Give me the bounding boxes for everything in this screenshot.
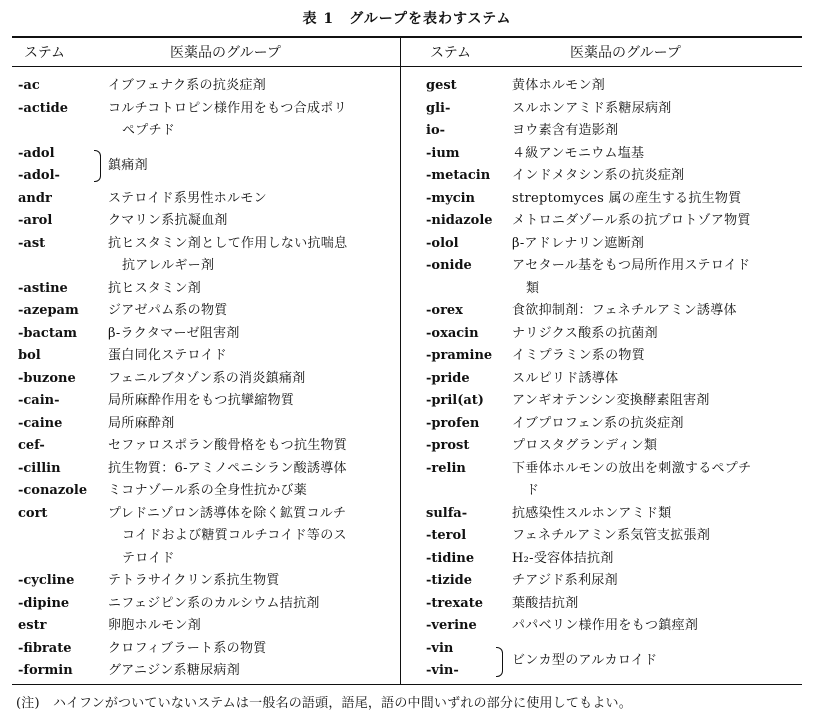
right-brace (496, 647, 503, 677)
group-cell: ナリジクス酸系の抗菌剤 (512, 325, 658, 341)
stem-cell: -ium (426, 145, 460, 161)
group-cell: ヨウ素含有造影剤 (512, 123, 619, 138)
group-cell: β-ラクタマーゼ阻害剤 (108, 325, 240, 341)
stem-cell: -cillin (18, 460, 61, 476)
group-cell: イブフェナク系の抗炎症剤 (108, 78, 267, 93)
group-cell: 黄体ホルモン剤 (512, 78, 606, 93)
stem-cell: cef- (18, 438, 45, 453)
group-cell: プレドニゾロン誘導体を除く鉱質コルチ (108, 505, 347, 521)
stem-cell: -cycline (18, 573, 75, 588)
group-cell: アセタール基をもつ局所作用ステロイド (512, 258, 751, 273)
stem-cell: -ac (18, 78, 40, 93)
stem-cell: -bactam (18, 325, 78, 341)
group-cell: ド (526, 483, 540, 498)
footnote: (注) ハイフンがついていないステムは一般名の語頭，語尾，語の中間いずれの部分に使用してもよい。 (16, 696, 632, 711)
group-cell: 下垂体ホルモンの放出を刺激するペプチ (512, 460, 752, 476)
stem-cell: -arol (18, 213, 53, 228)
stem-cell: -prost (426, 438, 470, 453)
right-brace-label: ビンカ型のアルカロイド (512, 653, 658, 668)
stem-cell: -buzone (18, 370, 76, 386)
group-cell: 蛋白同化ステロイド (108, 348, 228, 363)
group-cell: 抗ヒスタミン剤 (108, 280, 202, 296)
group-cell: スルピリド誘導体 (512, 370, 619, 386)
stem-cell: -metacin (426, 168, 491, 183)
group-cell: チアジド系利尿剤 (512, 573, 618, 588)
stem-cell: -terol (426, 528, 467, 543)
stem-cell: gest (426, 78, 457, 93)
left-brace (94, 150, 101, 182)
group-cell: ニフェジピン系のカルシウム拮抗剤 (108, 595, 320, 611)
group-cell: 局所麻酔剤 (108, 415, 175, 431)
stem-cell: -vin- (426, 663, 459, 678)
stem-cell: io- (426, 123, 446, 138)
group-cell: 抗生物質：6-アミノペニシラン酸誘導体 (108, 460, 347, 476)
stem-cell: -ast (18, 235, 46, 251)
group-cell: 葉酸拮抗剤 (512, 595, 579, 611)
column-divider (400, 37, 401, 684)
stem-cell: -mycin (426, 190, 476, 206)
group-cell: コイドおよび糖質コルチコイド等のス (122, 528, 347, 543)
stem-cell: -formin (18, 663, 73, 678)
stem-cell: -verine (426, 618, 477, 633)
group-cell: ジアゼパム系の物質 (108, 303, 228, 318)
group-cell: フェネチルアミン系気管支拡張剤 (512, 528, 711, 543)
group-cell: ペプチド (122, 123, 176, 138)
stem-cell: -adol- (18, 168, 60, 183)
group-cell: 類 (526, 280, 540, 296)
left-brace-label: 鎮痛剤 (108, 158, 148, 173)
group-cell: メトロニダゾール系の抗プロトゾア物質 (512, 213, 751, 228)
stem-cell: -orex (426, 303, 463, 318)
stem-cell: -pride (426, 370, 470, 386)
group-cell: インドメタシン系の抗炎症剤 (512, 168, 685, 183)
stem-cell: -cain- (18, 393, 60, 408)
stem-cell: cort (18, 505, 48, 521)
group-cell: クロフィブラート系の物質 (108, 640, 267, 656)
group-cell: フェニルブタゾン系の消炎鎮痛剤 (108, 370, 306, 386)
group-cell: 局所麻酔作用をもつ抗攣縮物質 (108, 393, 295, 408)
group-cell: ミコナゾール系の全身性抗かび薬 (108, 483, 308, 498)
header-right-stem: ステム (430, 45, 472, 61)
group-cell: 卵胞ホルモン剤 (108, 618, 202, 633)
group-cell: ステロイド系男性ホルモン (108, 190, 267, 206)
stem-cell: -tizide (426, 573, 473, 588)
stem-cell: -astine (18, 280, 68, 296)
group-cell: 抗ヒスタミン剤として作用しない抗喘息 (108, 235, 348, 251)
stem-cell: -oxacin (426, 325, 479, 341)
group-cell: ４級アンモニウム塩基 (512, 145, 645, 161)
stem-cell: -azepam (18, 303, 79, 318)
group-cell: 抗感染性スルホンアミド類 (512, 505, 672, 521)
stem-cell: -pril(at) (426, 393, 484, 408)
group-cell: イブプロフェン系の抗炎症剤 (512, 415, 684, 431)
stem-cell: bol (18, 348, 41, 363)
stem-cell: -olol (426, 235, 459, 251)
group-cell: プロスタグランディン類 (512, 438, 658, 453)
stem-cell: -dipine (18, 595, 70, 611)
header-right-group: 医薬品のグループ (570, 45, 681, 61)
header-rule (12, 66, 802, 67)
stem-cell: andr (18, 190, 52, 206)
group-cell: スルホンアミド系糖尿病剤 (512, 100, 672, 116)
group-cell: イミプラミン系の物質 (512, 348, 646, 363)
header-left-group: 医薬品のグループ (170, 45, 281, 61)
stem-cell: -vin (426, 640, 454, 656)
stem-cell: -fibrate (18, 640, 72, 656)
stem-cell: estr (18, 618, 47, 633)
group-cell: セファロスポラン酸骨格をもつ抗生物質 (108, 438, 348, 453)
group-cell: テロイド (122, 550, 175, 566)
stem-cell: -relin (426, 460, 466, 476)
group-cell: streptomyces 属の産生する抗生物質 (512, 190, 742, 206)
stem-cell: gli- (426, 100, 451, 116)
bottom-rule (12, 684, 802, 685)
group-cell: H₂-受容体拮抗剤 (512, 550, 614, 566)
group-cell: グアニジン系糖尿病剤 (108, 663, 241, 678)
stem-cell: -onide (426, 258, 472, 273)
top-rule (12, 36, 802, 38)
stem-cell: -actide (18, 100, 69, 116)
group-cell: テトラサイクリン系抗生物質 (108, 573, 280, 588)
stem-cell: -nidazole (426, 213, 493, 228)
group-cell: 抗アレルギー剤 (122, 258, 215, 273)
stem-cell: -trexate (426, 595, 483, 611)
stem-cell: -profen (426, 415, 480, 431)
stem-cell: -caine (18, 415, 63, 431)
stem-cell: -adol (18, 145, 55, 161)
header-left-stem: ステム (24, 45, 66, 61)
group-cell: β-アドレナリン遮断剤 (512, 235, 645, 251)
stem-cell: sulfa- (426, 505, 468, 521)
stem-cell: -tidine (426, 550, 475, 566)
group-cell: コルチコトロピン様作用をもつ合成ポリ (108, 100, 347, 116)
group-cell: 食欲抑制剤：フェネチルアミン誘導体 (512, 303, 737, 318)
group-cell: アンギオテンシン変換酵素阻害剤 (512, 393, 710, 408)
group-cell: パパベリン様作用をもつ鎮痙剤 (512, 618, 699, 633)
group-cell: クマリン系抗凝血剤 (108, 213, 228, 228)
stem-cell: -pramine (426, 348, 493, 363)
stem-cell: -conazole (18, 483, 88, 498)
table-caption: 表 1 グループを表わすステム (302, 11, 512, 27)
